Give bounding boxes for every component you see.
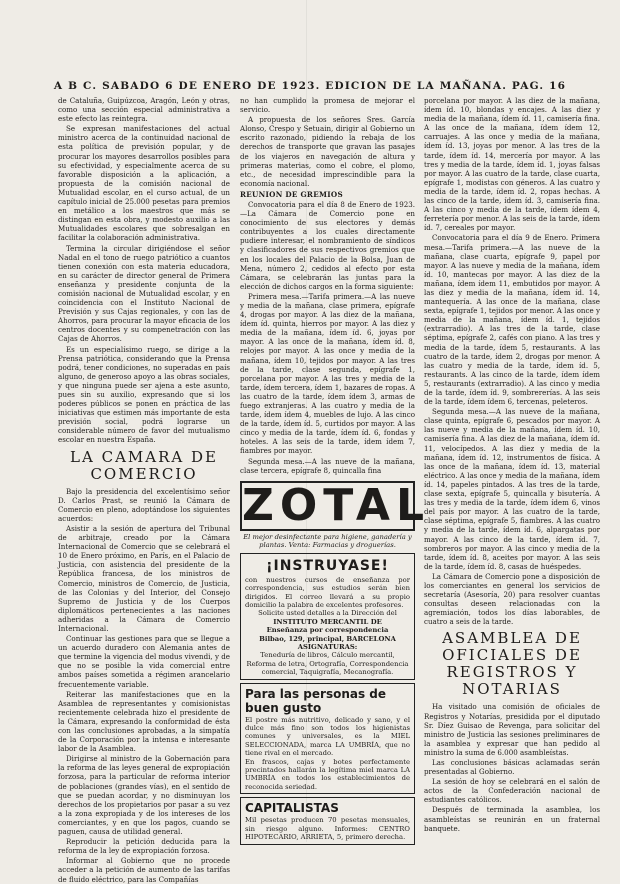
- page-header: A B C. SABADO 6 DE ENERO DE 1923. EDICION DE LA MAÑANA. PAG. 16: [53, 80, 567, 92]
- reunion-gremios-heading: REUNION DE GREMIOS: [240, 189, 343, 199]
- col1-paragraph: Reiterar las manifestaciones que en la Asamblea de representantes y comisionistas recientemente celebrada hizo el presidente de la Cámara, expresando la conformidad de ésta con las conclusiones aprobadas, a la simpatía de la Corporación por la intensa e interesante labor de la Asamblea.: [58, 689, 230, 754]
- capitalistas-body: Mil pesetas producen 70 pesetas mensuales, sin riesgo alguno. Informes: CENTRO HIPOTECARIO, ARRIETA, 5, primero derecha.: [245, 816, 410, 842]
- col2-paragraph: Segunda mesa.—A las nueve de la mañana, clase tercera, epígrafe 8, quincalla fina: [240, 456, 415, 475]
- instruyase-body: con nuestros cursos de enseñanza por correspondencia, sus estudios serán bien dirigidos. El correo llevará a su propio domicilio la palabra de excelentes profesores.: [245, 575, 410, 609]
- miel-ad-title: Para las personas de buen gusto: [245, 686, 387, 715]
- instruyase-ad: [240, 553, 415, 680]
- zotal-ad-text: El mejor desinfectante para higiene, ganadería y plantas. Venta: Farmacias y droguerías.: [243, 532, 412, 550]
- instruyase-address: Bilbao, 129, principal, BARCELONA: [259, 634, 396, 643]
- col1-paragraph: de Cataluña, Guipúzcoa, Aragón, León y otras, como una sección especial administrativa a este efecto las reintegra.: [58, 96, 230, 124]
- miel-ad: [240, 683, 415, 795]
- col2-paragraph: no han cumplido la promesa de mejorar el servicio.: [240, 96, 415, 115]
- miel-ad-body2: En frascos, cajas y botes perfectamente precintados hallarán la legítima miel marca LA UMBRÍA en todos los establecimientos de reconocida seriedad.: [245, 757, 410, 791]
- col1-paragraph: Reproducir la petición deducida para la reforma de la ley de expropiación forzosa.: [58, 837, 230, 856]
- capitalistas-ad: [240, 797, 415, 844]
- col1-paragraph: Asistir a la sesión de apertura del Tribunal de arbitraje, creado por la Cámara Internacional de Comercio que se celebrará el 10 de Enero próximo, en París, en el Palacio de Justicia, con asistencia del presidente de la República francesa, de los ministros de Comercio, ministros de Comercio, de Justicia, de las Colonias y del Interior, del Consejo Supremo de Justicia y de los Cuerpos diplomáticos pertenecientes a las naciones adheridas a la Cámara de Comercio Internacional.: [58, 523, 230, 633]
- col3-paragraph: La Cámara de Comercio pone a disposición de los comerciantes en general los servicios de secretaría (Asesoría, 20) para resolver cuantas consultas deseen relacionadas con la agremiación, todos los días laborables, de cuatro a seis de la tarde.: [424, 571, 600, 627]
- col1-paragraph: Continuar las gestiones para que se llegue a un acuerdo duradero con Alemania antes de que termine la vigencia del modus vivendi, y de que no se posible la vida comercial entre ambos países sometida a régimen arancelario frecuentemente variable.: [58, 634, 230, 689]
- col3-paragraph: Ha visitado una comisión de oficiales de Registros y Notarías, presidida por el diputado Sr. Díez Guisao de Revenga, para solicitar del ministro de Justicia las sesiones preliminares de la asamblea y expresar que han pedido al ministro la suma de 6.000 asambleístas.: [424, 702, 600, 757]
- col3-paragraph: porcelana por mayor. A las diez de la mañana, ídem íd. 10, blondas y encajes. A las diez y media de la mañana, ídem íd. 11, camisería fina. A las once de la mañana, ídem ídem 12, carruajes. A las once y media de la mañana, ídem íd. 13, joyas por menor. A las tres de la tarde, ídem íd. 14, mercería por mayor. A las tres y media de la tarde, ídem íd. 1, joyas falsas por mayor. A las cuatro de la tarde, clase cuarta, epígrafe 1, modistas con géneros. A las cuatro y media de la tarde, ídem íd. 2, ropas hechas. A las cinco de la tarde, ídem íd. 3, camisería fina. A las cinco y media de la tarde, ídem ídem 4, ferretería por menor. A las seis de la tarde, ídem íd. 7, cereales por mayor.: [424, 96, 600, 233]
- instruyase-subjects: Teneduría de libros, Cálculo mercantil, Reforma de letra, Ortografía, Correspondencia comercial, Taquigrafía, Mecanografía.: [246, 651, 409, 677]
- instruyase-body2: Solicite usted detalles a la Dirección del: [258, 609, 397, 618]
- col3-paragraph: Después de terminada la asamblea, los asambleístas se reunirán en un fraternal banquete.: [424, 805, 600, 833]
- instruyase-org: INSTITUTO MERCANTIL DE: [273, 617, 382, 626]
- col1-paragraph: Informar al Gobierno que no procede acceder a la petición de aumento de las tarifas de fluido eléctrico, para las Compañías: [58, 856, 230, 884]
- column-1: [58, 96, 230, 884]
- col1-paragraph: Es un especialísimo ruego, se dirige a la Prensa patriótica, considerando que la Prensa podrá, tener condiciones, no superadas en país alguno, de generoso apoyo a las obras sociales, y que ninguna puede ser ajena a este asunto, pues sin su auxilio, expresando que si los poderes públicos se ponen en práctica de las iniciativas que estimen más importante de esta previsión social, podrá lograrse un considerable número de favor del mutualismo escolar en nuestra España.: [58, 344, 230, 445]
- col3-paragraph: Segunda mesa.—A las nueve de la mañana, clase quinta, epígrafe 6, pescados por mayor. A las nueve y media de la mañana, ídem íd. 10, camisería fina. A las diez de la mañana, ídem íd. 11, velocípedos. A las diez y media de la mañana, ídem íd. 12, instrumentos de física. A las once de la mañana, ídem íd. 13, material eléctrico. A las once y media de la mañana, ídem íd. 14, papeles pintados. A las tres de la tarde, clase sexta, epígrafe 5, quincalla y bisutería. A las tres y media de la tarde, ídem ídem 6, vinos del país por mayor. A las cuatro de la tarde, clase séptima, epígrafe 5, fiambres. A las cuatro y media de la tarde, ídem íd. 6, alpargatas por mayor. A las cinco de la tarde, ídem íd. 7, sombreros por mayor. A las cinco y media de la tarde, ídem íd. 8, aceites por mayor. A las seis de la tarde, ídem íd. 8, casas de huéspedes.: [424, 407, 600, 571]
- col1-paragraph: Termina la circular dirigiéndose el señor Nadal en el tono de ruego patriótico a cuantos tienen conexión con esta materia educadora, en su carácter de director general de Primera enseñanza y presidente conjunta de la comisión nacional de Mutualidad escolar, y en coincidencia con el Instituto Nacional de Previsión y sus Cajas regionales, y con las de Ahorros, para procurar la mayor eficacia de los centros docentes y su compenetración con las Cajas de Ahorros.: [58, 243, 230, 344]
- col1-paragraph: Dirigirse al ministro de la Gobernación para la reforma de las leyes general de expropiación forzosa, para la particular de reforma interior de poblaciones (grandes vías), en el sentido de que se puedan acordar, y no disminuyan los derechos de los propietarios por pasar a su vez a la zona expropiada y de los intereses de los comerciantes, y en que los pagos, cuando se paguen, causa de utilidad general.: [58, 754, 230, 837]
- col2-paragraph: Primera mesa.—Tarifa primera.—A las nueve y media de la mañana, clase primera, epígrafe 4, drogas por mayor. A las diez de la mañana, ídem íd. quinta, hierros por mayor. A las diez y media de la mañana, ídem íd. 6, joyas por mayor. A las once de la mañana, ídem íd. 8, relojes por mayor. A las once y media de la mañana, ídem 10, tejidos por mayor. A las tres de la tarde, clase segunda, epígrafe 1, porcelana por mayor. A las tres y media de la tarde, ídem tercera, ídem 1, bazares de ropas. A las cuatro de la tarde, ídem ídem 3, armas de fuego extranjeras. A las cuatro y media de la tarde, ídem ídem 4, muebles de lujo. A las cinco de la tarde, ídem íd. 5, curtidos por mayor. A las cinco y media de la tarde, ídem íd. 6, fondas y hoteles. A las seis de la tarde, ídem ídem 7, fiambres por mayor.: [240, 291, 415, 456]
- zotal-ad-title: ZOTAL: [242, 479, 430, 531]
- col2-paragraph: Convocatoria para el día 8 de Enero de 1923.—La Cámara de Comercio pone en conocimiento de sus electores y demás contribuyentes a los cuales directamente pudiere interesar, el nombramiento de síndicos y clasificadores de sus respectivos gremios que en los locales del Palacio de la Bolsa, Juan de Mena, número 2, cedidos al efecto por esta Cámara, se celebrarán las juntas para la elección de dichos cargos en la forma siguiente:: [240, 199, 415, 291]
- instruyase-subjects-heading: ASIGNATURAS:: [297, 643, 358, 651]
- col1-paragraph: Bajo la presidencia del excelentísimo señor D. Carlos Prast, se reunió la Cámara de Comercio en pleno, adoptándose los siguientes acuerdos:: [58, 486, 230, 523]
- col3-paragraph: La sesión de hoy se celebrará en el salón de actos de la Confederación nacional de estudiantes católicos.: [424, 777, 600, 805]
- asamblea-title: ASAMBLEA DE OFICIALES DE REGISTROS Y NOTARIAS: [442, 629, 582, 699]
- col3-paragraph: Las conclusiones básicas aclamadas serán presentadas al Gobierno.: [424, 758, 600, 777]
- instruyase-sub: Enseñanza por correspondencia: [266, 626, 389, 635]
- col1-paragraph: Se expresan manifestaciones del actual ministro acerca de la continuidad nacional de esta política de previsión popular, y de procurar los mayores desarrollos posibles para su efectividad, y especialmente acerca de su favorable disposición a la aplicación, a propuesta de la comisión nacional de Mutualidad escolar, en el curso actual, de un capítulo inicial de 25.000 pesetas para premios en metálico a los maestros que más se distingan en esta obra, y modesto auxilio a las Mutualidades escolares que sobresalgan en facilitar la colaboración administrativa.: [58, 124, 230, 243]
- col3-paragraph: Convocatoria para el día 9 de Enero. Primera mesa.—Tarifa primera.—A las nueve de la mañana, clase cuarta, epígrafe 9, papel por mayor. A las nueve y media de la mañana, ídem íd. 10, mantecas por mayor. A las diez de la mañana, ídem ídem 11, embutidos por mayor. A las diez y media de la mañana, ídem íd. 14, mantequería. A las once de la mañana, clase sexta, epígrafe 1, tejidos por menor. A las once y media de la mañana, ídem íd. 1, tejidos (extrarradio). A las tres de la tarde, clase séptima, epígrafe 2, cafés con piano. A las tres y media de la tarde, ídem 5, restaurants. A las cuatro de la tarde, ídem 2, drogas por menor. A las cuatro y media de la tarde, ídem íd. 5, restaurants. A las cinco de la tarde, ídem ídem 5, restaurants (extrarradio). A las cinco y media de la tarde, ídem íd. 9, sombrererías. A las seis de la tarde, ídem ídem 6, tercenas, peleteros.: [424, 233, 600, 407]
- column-2: [240, 96, 430, 842]
- miel-ad-body: El postre más nutritivo, delicado y sano, y el dulce más fino son todos los higienistas comunes y universales, es la MIEL SELECCIONADA, marca LA UMBRÍA, que no tiene rival en el mercado.: [245, 715, 410, 758]
- col2-paragraph: A propuesta de los señores Sres. García Alonso, Crespo y Setuain, dirigir al Gobierno un escrito razonado, pidiendo la rebaja de los derechos de transporte que gravan las pasajes de los viajeros en navegación de altura y primeras materias, como el cobre, el plomo, etc., de necesidad imprescindible para la economía nacional.: [240, 115, 415, 188]
- capitalistas-title: CAPITALISTAS: [245, 801, 339, 816]
- camara-comercio-title: LA CAMARA DE COMERCIO: [70, 447, 218, 483]
- instruyase-title: ¡INSTRUYASE!: [266, 557, 389, 574]
- column-3: [424, 96, 600, 838]
